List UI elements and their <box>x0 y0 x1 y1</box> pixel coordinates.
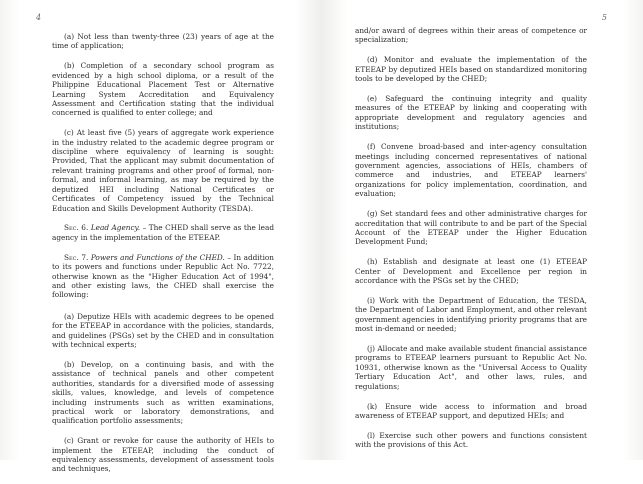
function-e: (e) Safeguard the continuing integrity and quality measures of the ETEEAP by linking and cooperating with appropriate development and regulatory agencies and institutions; <box>355 94 587 132</box>
right-page-body <box>355 26 587 460</box>
function-c-continued: and/or award of degrees within their areas of competence or specialization; <box>355 26 587 45</box>
function-f: (f) Convene broad-based and inter-agency consultation meetings including concerned representatives of national government agencies, associations of HEIs, chambers of commerce and industries, and ETEEAP learners' organizations for policy implementation, coordination, and evaluation; <box>355 142 587 199</box>
function-i: (i) Work with the Department of Education, the TESDA, the Department of Labor and Employment, and other relevant government agencies in identifying priority programs that are most in-demand or needed; <box>355 295 587 334</box>
left-page <box>0 0 321 474</box>
function-a: (a) Deputize HEIs with academic degrees to be opened for the ETEEAP in accordance with the policies, standards, and guidelines (PSGs) set by the CHED and in consultation with technical experts; <box>52 311 274 349</box>
function-d: (d) Monitor and evaluate the implementation of the ETEEAP by deputized HEIs based on standardized monitoring tools to be developed by the CHED; <box>355 55 587 84</box>
function-b: (b) Develop, on a continuing basis, and with the assistance of technical panels and other competent authorities, standards for a diversified mode of assessing skills, values, knowledge, and levels of competence including instruments such as written examinations, practical work or laboratory demonstrations, and qualification portfolio assessments; <box>52 359 274 426</box>
section-6-label: Sec. 6. <box>64 223 89 233</box>
function-c: (c) Grant or revoke for cause the authority of HEIs to implement the ETEEAP, including the conduct of equivalency assessments, development of assessment tools and techniques, <box>52 436 274 474</box>
left-page-body <box>52 32 274 484</box>
section-7 <box>52 253 274 300</box>
function-j: (j) Allocate and make available student financial assistance programs to ETEEAP learners pursuant to Republic Act No. 10931, otherwise known as the "Universal Access to Quality Tertiary Education Act", and other laws, rules, and regulations; <box>355 344 587 391</box>
section-6-text: – The CHED shall serve as the lead agency in the implementation of the ETEEAP. <box>52 223 275 242</box>
function-k: (k) Ensure wide access to information and broad awareness of ETEEAP support, and deputized HEIs; and <box>355 401 587 420</box>
function-h: (h) Establish and designate at least one (1) ETEEAP Center of Development and Excellence per region in accordance with the PSGs set by the CHED; <box>355 257 587 286</box>
section-6 <box>52 223 274 242</box>
function-g: (g) Set standard fees and other administrative charges for accreditation that will contribute to and be part of the Special Account of the ETEEAP under the Higher Education Development Fund; <box>355 209 587 247</box>
page-number: 5 <box>601 13 607 22</box>
section-7-label: Sec. 7. <box>64 252 89 262</box>
function-l: (l) Exercise such other powers and functions consistent with the provisions of this Act. <box>355 430 587 450</box>
section-7-text: – In addition to its powers and functions under Republic Act No. 7722, otherwise known as the "Higher Education Act of 1994", and other existing laws, the CHED shall exercise the following: <box>52 252 275 300</box>
section-7-title: Powers and Functions of the CHED. <box>90 252 225 262</box>
section-6-title: Lead Agency. <box>90 223 141 233</box>
qualification-b: (b) Completion of a secondary school program as evidenced by a high school diploma, or a result of the Philippine Educational Placement Test or Alternative Learning System Accreditation and Equivalency Assessment and Certification stating that the individual concerned is qualified to enter college; and <box>52 61 274 118</box>
page-number: 4 <box>36 13 42 22</box>
qualification-c: (c) At least five (5) years of aggregate work experience in the industry related to the academic degree program or discipline where equivalency of learning is sought: Provided, That the applicant may submit documentation of relevant training programs and other proof of formal, non-formal, and informal learning, as may be required by the deputized HEI including National Certificates or Certificates of Competency issued by the Technical Education and Skills Development Authority (TESDA). <box>52 128 274 213</box>
right-page <box>322 0 643 460</box>
qualification-a: (a) Not less than twenty-three (23) years of age at the time of application; <box>52 32 274 51</box>
